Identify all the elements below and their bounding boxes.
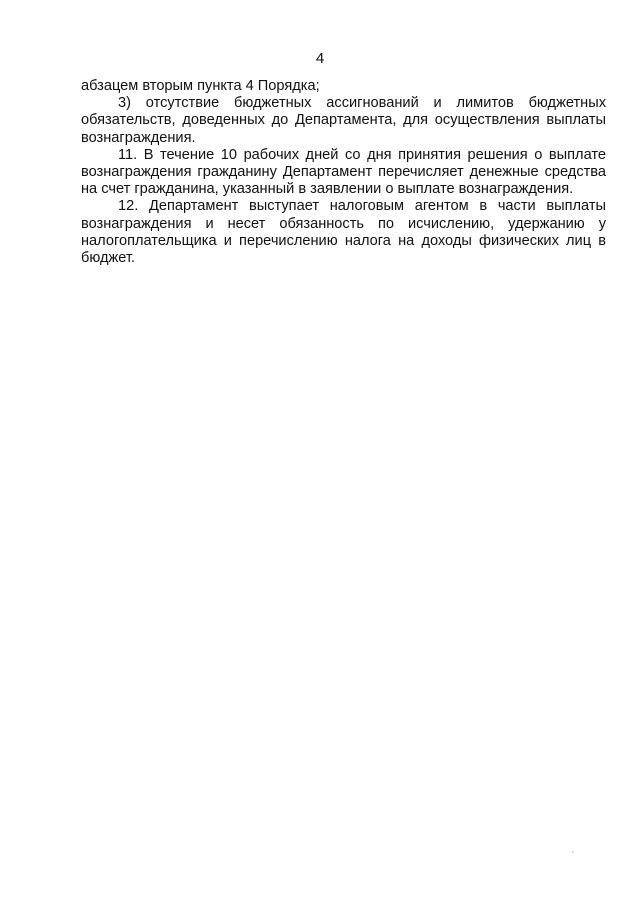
paragraph-item-11: 11. В течение 10 рабочих дней со дня принятия решения о выплате вознаграждения гражданину Департамент перечисляет денежные средства на счет гражданина, указанный в заявлении о выплате вознаграждения.	[81, 146, 606, 198]
scan-speck	[572, 851, 574, 853]
document-body	[81, 78, 606, 267]
page-number: 4	[315, 50, 325, 67]
paragraph-item-12: 12. Департамент выступает налоговым агентом в части выплаты вознаграждения и несет обязанность по исчислению, удержанию у налогоплательщика и перечислению налога на доходы физических лиц в бюджет.	[81, 198, 606, 267]
paragraph-continuation: абзацем вторым пункта 4 Порядка;	[81, 78, 320, 94]
paragraph-item-3: 3) отсутствие бюджетных ассигнований и лимитов бюджетных обязательств, доведенных до Департамента, для осуществления выплаты вознаграждения.	[81, 95, 606, 146]
